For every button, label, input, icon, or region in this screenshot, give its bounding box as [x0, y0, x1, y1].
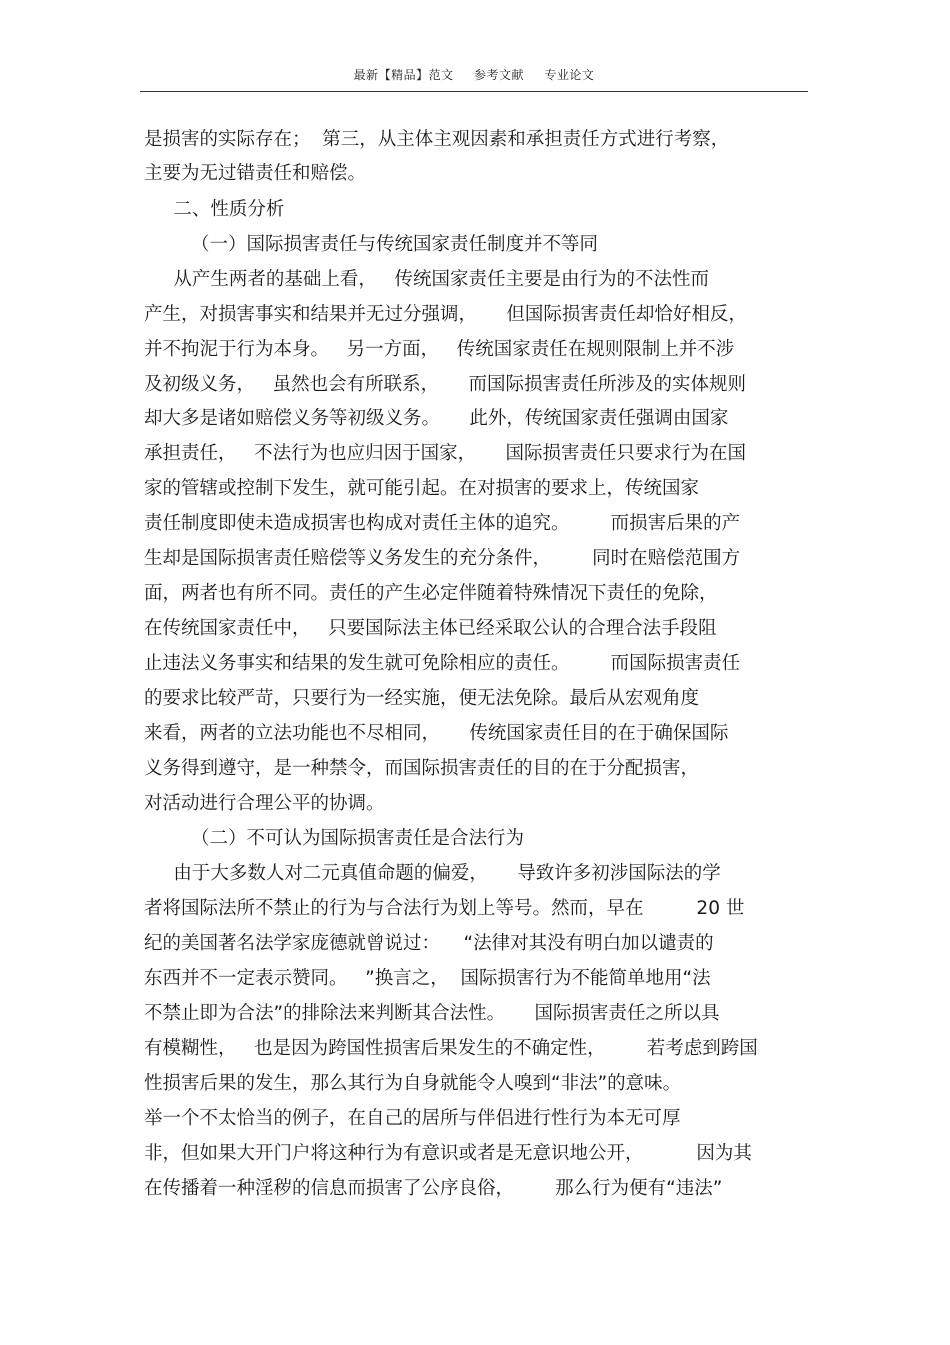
- text-line: 承担责任， 不法行为也应归因于国家， 国际损害责任只要求行为在国: [144, 443, 747, 464]
- text-line: 面，两者也有所不同。责任的产生必定伴随着特殊情况下责任的免除，: [144, 583, 718, 604]
- header-rule: [140, 91, 808, 92]
- text-line: 的要求比较严苛，只要行为一经实施，便无法免除。最后从宏观角度: [144, 688, 700, 709]
- text-line: 责任制度即使未造成损害也构成对责任主体的追究。 而损害后果的产: [144, 513, 741, 534]
- text-line: 纪的美国著名法学家庞德就曾说过： “法律对其没有明白加以谴责的: [144, 933, 714, 954]
- running-header: [140, 66, 808, 83]
- text-line: 来看，两者的立法功能也不尽相同， 传统国家责任目的在于确保国际: [144, 723, 729, 744]
- subsection-heading: （一）国际损害责任与传统国家责任制度并不等同: [144, 234, 599, 255]
- text-line: 举一个不太恰当的例子，在自己的居所与伴侣进行性行为本无可厚: [144, 1108, 681, 1129]
- text-line: 并不拘泥于行为本身。 另一方面， 传统国家责任在规则限制上并不涉: [144, 339, 735, 360]
- text-line: 对活动进行合理公平的协调。: [144, 793, 385, 814]
- text-line: 生却是国际损害责任赔偿等义务发生的充分条件， 同时在赔偿范围方: [144, 548, 741, 569]
- text-line: 者将国际法所不禁止的行为与合法行为划上等号。然而，早在 20 世: [144, 898, 745, 919]
- header-item-essays: 最新【精品】范文: [353, 68, 454, 82]
- text-line: 从产生两者的基础上看， 传统国家责任主要是由行为的不法性而: [144, 269, 710, 290]
- text-line: 性损害后果的发生，那么其行为自身就能令人嗅到“非法”的意味。: [144, 1073, 682, 1094]
- text-line: 止违法义务事实和结果的发生就可免除相应的责任。 而国际损害责任: [144, 653, 741, 674]
- text-line: 东西并不一定表示赞同。 ”换言之， 国际损害行为不能简单地用“法: [144, 968, 711, 989]
- header-item-papers: 专业论文: [544, 68, 595, 82]
- text-line: 在传统国家责任中， 只要国际法主体已经采取公认的合理合法手段阻: [144, 618, 717, 639]
- text-line: 主要为无过错责任和赔偿。: [144, 163, 367, 184]
- text-line: 及初级义务， 虽然也会有所联系， 而国际损害责任所涉及的实体规则: [144, 374, 747, 395]
- subsection-heading: （二）不可认为国际损害责任是合法行为: [144, 828, 525, 849]
- text-line: 有模糊性， 也是因为跨国性损害后果发生的不确定性， 若考虑到跨国: [144, 1038, 758, 1059]
- text-line: 家的管辖或控制下发生，就可能引起。在对损害的要求上，传统国家: [144, 478, 700, 499]
- header-item-references: 参考文献: [473, 68, 524, 82]
- text-line: 由于大多数人对二元真值命题的偏爱， 导致许多初涉国际法的学: [144, 863, 721, 884]
- section-heading: 二、性质分析: [144, 199, 285, 220]
- text-line: 是损害的实际存在； 第三，从主体主观因素和承担责任方式进行考察，: [144, 129, 730, 150]
- text-line: 义务得到遵守，是一种禁令，而国际损害责任的目的在于分配损害，: [144, 758, 700, 779]
- text-line: 在传播着一种淫秽的信息而损害了公序良俗， 那么行为便有“违法”: [144, 1178, 723, 1199]
- text-line: 却大多是诸如赔偿义务等初级义务。 此外，传统国家责任强调由国家: [144, 408, 729, 429]
- text-line: 产生，对损害事实和结果并无过分强调， 但国际损害责任却恰好相反，: [144, 304, 747, 325]
- text-line: 非，但如果大开门户将这种行为有意识或者是无意识地公开， 因为其: [144, 1143, 752, 1164]
- text-line: 不禁止即为合法”的排除法来判断其合法性。 国际损害责任之所以具: [144, 1003, 720, 1024]
